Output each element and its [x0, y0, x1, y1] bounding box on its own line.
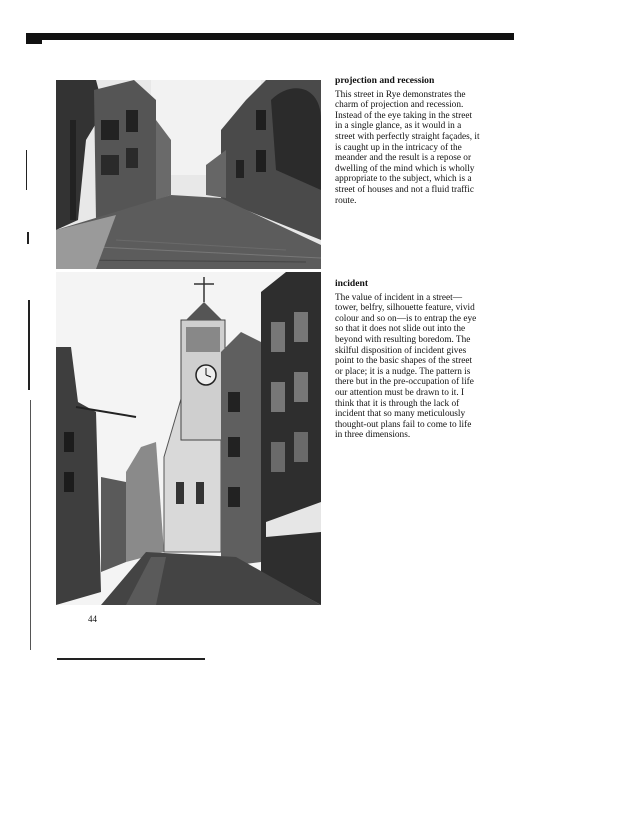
margin-mark	[28, 300, 30, 390]
bottom-rule	[57, 658, 205, 660]
rye-street-illustration	[56, 80, 321, 269]
margin-mark	[26, 150, 27, 190]
top-rule	[26, 33, 514, 40]
caption-heading: projection and recession	[335, 75, 435, 86]
margin-mark	[27, 232, 29, 244]
page-number: 44	[88, 614, 97, 624]
clock-tower-street-photo	[56, 272, 321, 605]
caption-body: The value of incident in a street—tower, belfry, silhouette feature, vivid colour and so on—is to entrap the eye so that it does not slide out into the beyond with resulting boredom. The skilful disposition of incident gives point to the basic shapes of the street or place; it is a nudge. The pattern is there but in the pre-occupation of life our attention must be drawn to it. I think that it is through the lack of incident that so many meticulously thought-out plans fail to come to life in three dimensions.	[335, 292, 477, 441]
caption-heading: incident	[335, 278, 369, 289]
caption-incident	[335, 279, 480, 441]
margin-mark	[30, 400, 31, 650]
rye-street-photo	[56, 80, 321, 269]
clock-tower-illustration	[56, 272, 321, 605]
caption-body: This street in Rye demonstrates the charm of projection and recession. Instead of the eye taking in the street in a single glance, as it would in a street with perfectly straight façades, it is caught up in the intricacy of the meander and the result is a repose or dwelling of the mind which is wholly appropriate to the subject, which is a street of houses and not a fluid traffic route.	[335, 89, 480, 206]
caption-projection	[335, 76, 480, 206]
